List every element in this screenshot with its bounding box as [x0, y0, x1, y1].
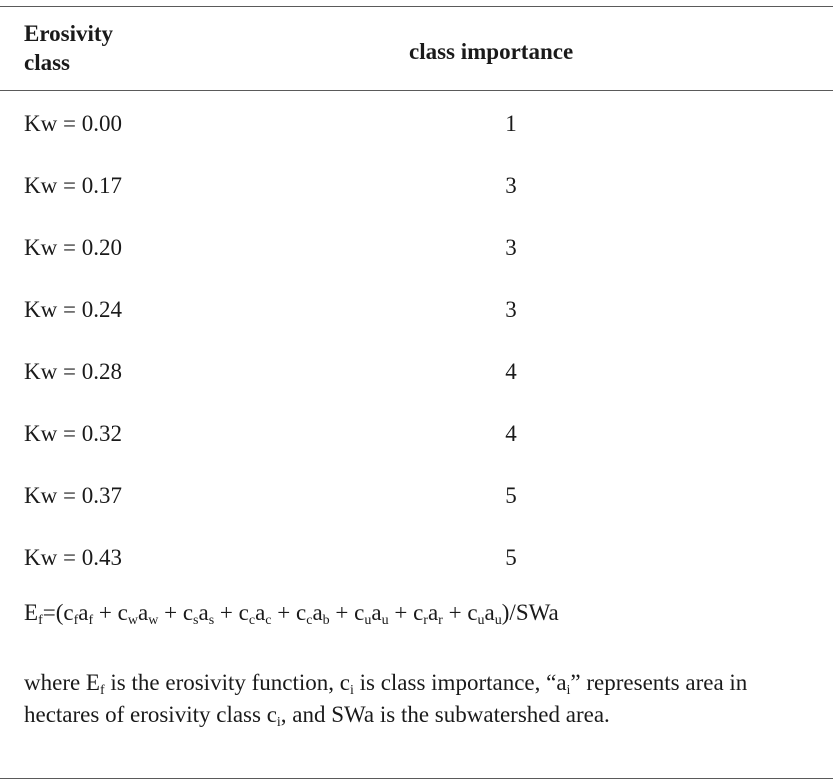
formula-plus: +: [329, 600, 355, 625]
formula-term-base: c: [238, 600, 249, 625]
formula-term-base: a: [427, 600, 439, 625]
formula-term-subscript: w: [148, 613, 159, 628]
erosivity-class-cell: Kw = 0.32: [24, 421, 122, 446]
note-sub-3: i: [566, 683, 571, 698]
formula-term-subscript: s: [208, 613, 215, 628]
class-importance-cell: 4: [505, 359, 517, 384]
note-text-4: ” represents area in hectares of erosivity class c: [24, 670, 748, 727]
formula-term: [182, 600, 215, 628]
class-importance-cell: 5: [505, 483, 517, 508]
note-text-5: , and SWa is the subwatershed area.: [280, 702, 610, 727]
class-importance-cell: 5: [505, 545, 517, 570]
formula-note: [24, 667, 814, 731]
formula-term-base: a: [255, 600, 266, 625]
erosivity-formula: [24, 598, 559, 628]
formula-term-subscript: s: [193, 613, 199, 628]
formula-term-subscript: w: [127, 613, 138, 628]
erosivity-class-cell: Kw = 0.28: [24, 359, 122, 384]
formula-term: [63, 600, 94, 628]
formula-plus: +: [158, 600, 183, 625]
erosivity-class-cell: Kw = 0.20: [24, 235, 122, 260]
formula-lhs: E: [24, 600, 39, 625]
formula-term-subscript: u: [381, 613, 389, 628]
table-body: [0, 96, 833, 592]
erosivity-class-cell: Kw = 0.17: [24, 173, 122, 198]
formula-tail: )/SWa: [501, 600, 559, 625]
class-importance-cell: 3: [505, 173, 517, 198]
formula-term-base: c: [413, 600, 424, 625]
formula-term: [238, 600, 272, 628]
formula-term-base: c: [117, 600, 128, 625]
class-importance-cell: 3: [505, 235, 517, 260]
table-bottom-rule: [0, 778, 833, 779]
class-importance-cell: 4: [505, 421, 517, 446]
formula-plus: +: [214, 600, 239, 625]
formula-term-base: a: [137, 600, 149, 625]
note-text-3: is class importance, “a: [353, 670, 567, 695]
formula-lhs-subscript: f: [38, 613, 43, 628]
note-text-1: where E: [24, 670, 100, 695]
note-sub-4: i: [276, 715, 281, 730]
erosivity-class-cell: Kw = 0.37: [24, 483, 122, 508]
erosivity-class-cell: Kw = 0.00: [24, 111, 122, 136]
note-sub-1: f: [100, 683, 105, 698]
formula-term-base: c: [63, 600, 74, 625]
formula-term-subscript: u: [477, 613, 485, 628]
formula-terms: [63, 600, 502, 628]
table-row: [0, 468, 833, 530]
header-erosivity-class: [24, 19, 174, 77]
table-row: [0, 282, 833, 344]
formula-term-subscript: f: [73, 613, 79, 628]
formula-plus: +: [271, 600, 296, 625]
formula-term: [354, 600, 389, 628]
formula-term-subscript: b: [322, 613, 330, 628]
formula-term-base: a: [484, 600, 495, 625]
formula-term-base: c: [467, 600, 478, 625]
formula-term-base: a: [312, 600, 323, 625]
note-text-2: is the erosivity function, c: [104, 670, 350, 695]
formula-term-subscript: u: [364, 613, 372, 628]
header-erosivity-line1: Erosivity: [24, 21, 114, 46]
header-divider-rule: [0, 90, 833, 91]
header-class-importance: class importance: [409, 39, 574, 64]
formula-plus: +: [442, 600, 468, 625]
formula-term-base: a: [371, 600, 382, 625]
formula-term-base: a: [78, 600, 89, 625]
table-row: [0, 406, 833, 468]
formula-plus: +: [388, 600, 414, 625]
formula-term-base: c: [182, 600, 194, 625]
formula-term-subscript: c: [306, 613, 313, 628]
note-sub-2: i: [349, 683, 354, 698]
table-top-rule: [0, 6, 833, 7]
formula-term-base: c: [296, 600, 307, 625]
table-row: [0, 96, 833, 158]
formula-term: [467, 600, 502, 628]
formula-term-subscript: c: [248, 613, 256, 628]
class-importance-cell: 1: [505, 111, 517, 136]
formula-term-subscript: u: [494, 613, 502, 628]
table-row: [0, 344, 833, 406]
table-row: [0, 220, 833, 282]
formula-term-subscript: r: [438, 613, 443, 628]
formula-term-subscript: r: [423, 613, 428, 628]
formula-term: [117, 600, 159, 628]
formula-term-base: c: [354, 600, 365, 625]
erosivity-class-cell: Kw = 0.24: [24, 297, 122, 322]
formula-term-subscript: f: [88, 613, 94, 628]
class-importance-cell: 3: [505, 297, 517, 322]
table-row: [0, 530, 833, 592]
erosivity-class-cell: Kw = 0.43: [24, 545, 122, 570]
header-erosivity-line2: class: [24, 50, 70, 75]
table-row: [0, 158, 833, 220]
formula-term-subscript: c: [265, 613, 272, 628]
formula-equals: =(: [42, 600, 64, 625]
formula-plus: +: [93, 600, 118, 625]
formula-term: [296, 600, 330, 628]
formula-term: [413, 600, 443, 628]
formula-term-base: a: [198, 600, 209, 625]
